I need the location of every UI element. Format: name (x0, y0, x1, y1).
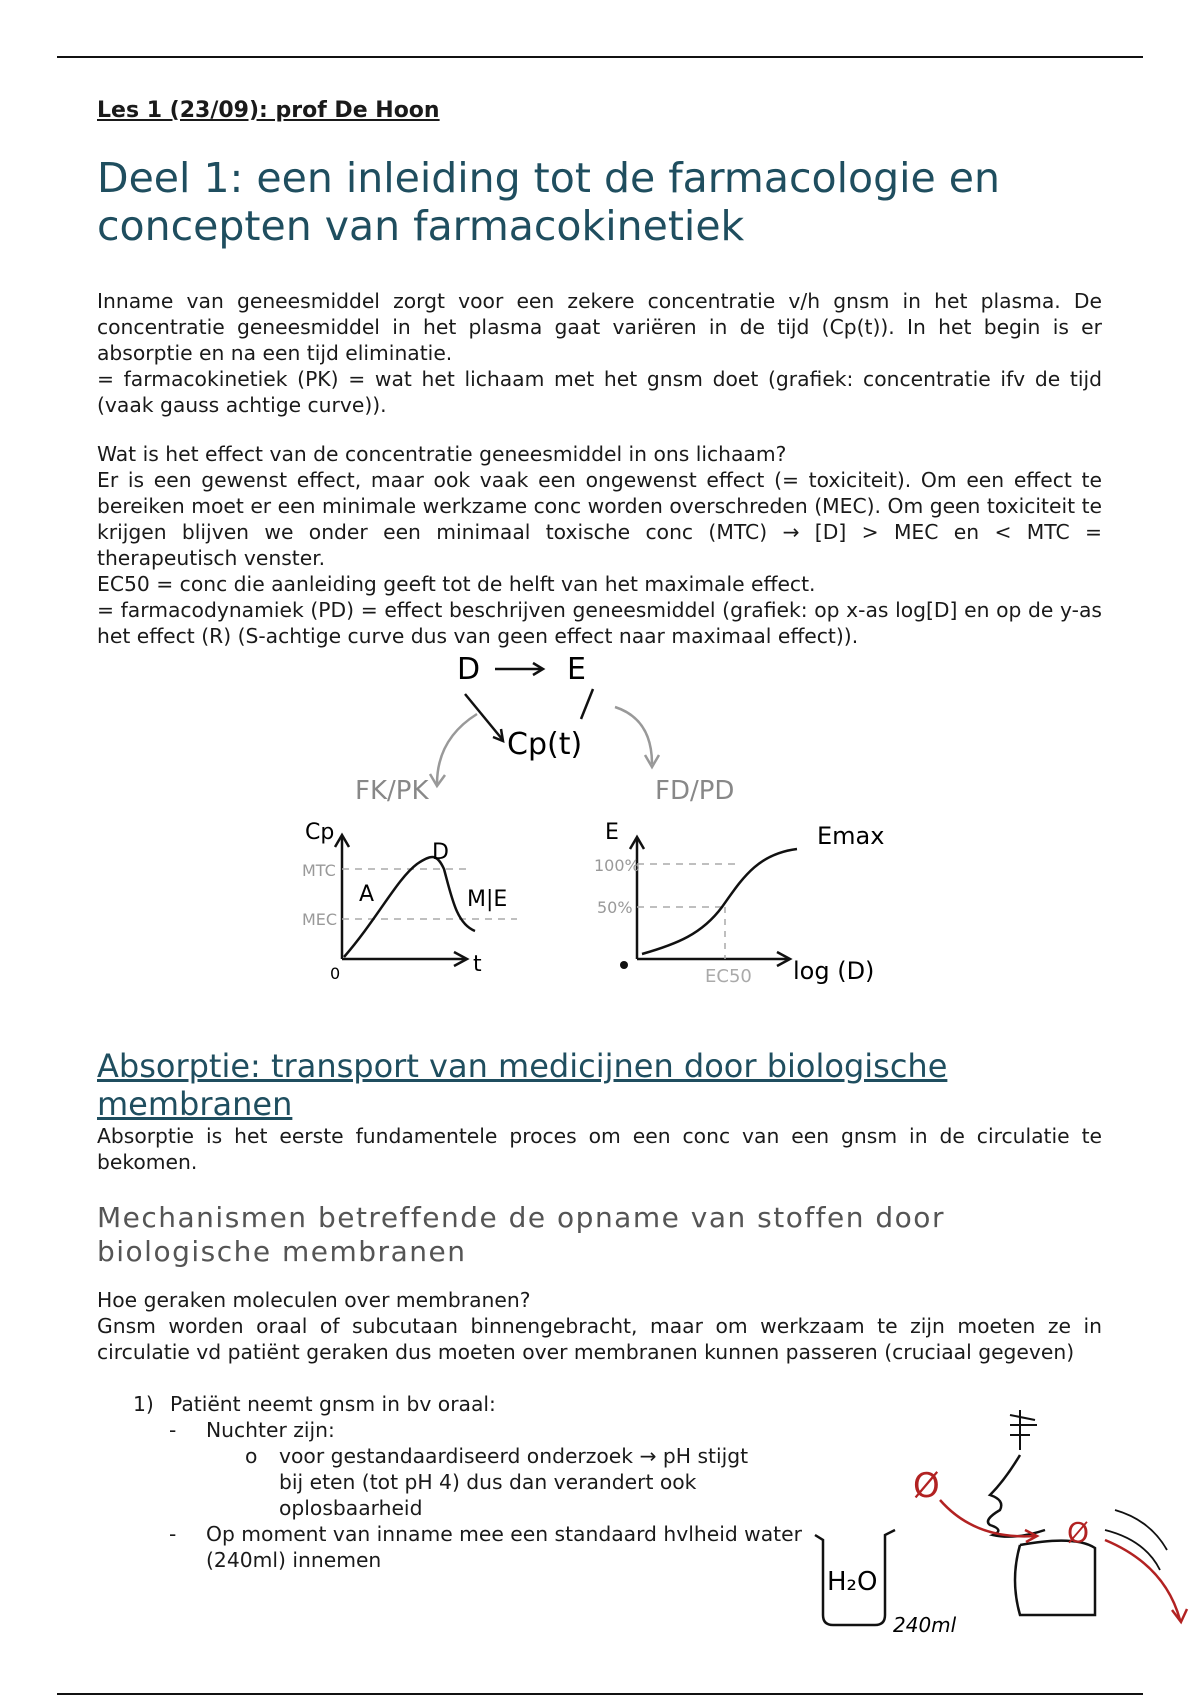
pk-y-label: Cp (305, 820, 335, 845)
red-arrow-intake (940, 1500, 1035, 1536)
pd-50-label: 50% (597, 898, 633, 917)
d-to-cp-arrow (465, 694, 502, 739)
no-symbol-small: Ø (1067, 1516, 1090, 1549)
list-subitem-text: Nuchter zijn: (206, 1418, 335, 1442)
pk-graph (302, 820, 517, 983)
list-subsubitem-text: voor gestandaardiseerd onderzoek → pH stijgt bij eten (tot pH 4) dus dan verandert ook oplosbaarheid (279, 1444, 749, 1520)
pk-x-label: t (473, 952, 482, 977)
no-symbol: Ø (913, 1466, 940, 1506)
list-item-text: Patiënt neemt gnsm in bv oraal: (170, 1392, 496, 1416)
paragraph-therapeutic-window: Er is een gewenst effect, maar ook vaak een ongewenst effect (= toxiciteit). Om een effect te bereiken moet er een minimale werkzame conc worden overschreden (MEC). Om geen toxiciteit te krijgen blijven we onder een minimaal toxische conc (MTC) → [D] > MEC en < MTC = therapeutisch venster. (97, 468, 1102, 570)
pk-d-label: D (432, 840, 449, 865)
bottom-rule (57, 1693, 1143, 1695)
pk-a-label: A (359, 882, 375, 907)
intake-sketch (805, 1400, 1200, 1640)
pk-mec-label: MEC (302, 910, 338, 929)
pk-pd-sketch (97, 649, 1102, 1047)
pd-graph (594, 820, 884, 987)
section-title-absorptie: Absorptie: transport van medicijnen door biologische membranen (97, 1047, 948, 1123)
paragraph-intake: Inname van geneesmiddel zorgt voor een zekere concentratie v/h gnsm in het plasma. De concentratie geneesmiddel in het plasma gaat variëren in de tijd (Cp(t)). In het begin is er absorptie en na een tijd eliminatie. (97, 289, 1102, 365)
fk-pk-label: FK/PK (355, 776, 429, 806)
paragraph-pd-definition: = farmacodynamiek (PD) = effect beschrijven geneesmiddel (grafiek: op x-as log[D] en op de y-as het effect (R) (S-achtige curve dus van geen effect naar maximaal effect)). (97, 598, 1102, 648)
pk-pd-diagram (97, 649, 1102, 1047)
paragraph-question-effect: Wat is het effect van de concentratie geneesmiddel in ons lichaam? (97, 442, 787, 466)
list-dash: - (169, 1522, 177, 1546)
fd-pd-label: FD/PD (655, 776, 735, 806)
paragraph-absorptie: Absorptie is het eerste fundamentele proces om een conc van een gnsm in de circulatie te bekomen. (97, 1124, 1102, 1174)
list-number: 1) (133, 1392, 154, 1416)
pk-origin: 0 (330, 964, 341, 983)
section-title-deel1: Deel 1: een inleiding tot de farmacologie en concepten van farmacokinetiek (97, 154, 1000, 250)
diagram-e-label: E (567, 652, 586, 687)
eye-icon (1010, 1410, 1037, 1450)
document-body (97, 90, 1102, 1573)
pk-mtc-label: MTC (302, 861, 336, 880)
paragraph-ec50: EC50 = conc die aanleiding geeft tot de helft van het maximale effect. (97, 572, 816, 596)
pd-ec50-label: EC50 (705, 966, 752, 987)
diagram-cp-label: Cp(t) (507, 727, 583, 762)
pd-y-label: E (605, 820, 619, 845)
pd-origin-dot (620, 961, 628, 969)
lesson-title: Les 1 (23/09): prof De Hoon (97, 98, 440, 123)
pd-100-label: 100% (594, 856, 640, 875)
stomach-shape (1015, 1541, 1095, 1615)
head-profile (988, 1455, 1045, 1537)
list-subitem-text: Op moment van inname mee een standaard hvlheid water (240ml) innemen (206, 1522, 802, 1572)
red-arrow-out (1105, 1540, 1180, 1620)
beaker-label: H₂O (827, 1567, 878, 1597)
curved-arrow-left (437, 714, 477, 784)
pk-me-label: M|E (467, 887, 508, 912)
intake-diagram (805, 1400, 1200, 1640)
list-bullet: o (245, 1444, 258, 1468)
top-rule (57, 56, 1143, 58)
e-to-cp-arrow (581, 689, 593, 719)
list-subsubitem (97, 1443, 769, 1521)
list-dash: - (169, 1418, 177, 1442)
paragraph-administration: Gnsm worden oraal of subcutaan binnengebracht, maar om werkzaam te zijn moeten ze in circulatie vd patiënt geraken dus moeten over membranen kunnen passeren (cruciaal gegeven) (97, 1314, 1102, 1364)
pd-emax-label: Emax (817, 822, 885, 850)
section-title-mechanismen: Mechanismen betreffende de opname van stoffen door biologische membranen (97, 1201, 945, 1268)
pd-x-label: log (D) (793, 957, 875, 985)
pk-curve (344, 857, 475, 957)
volume-label: 240ml (893, 1613, 957, 1637)
paragraph-question-membranes: Hoe geraken moleculen over membranen? (97, 1288, 531, 1312)
paragraph-pk-definition: = farmacokinetiek (PK) = wat het lichaam met het gnsm doet (grafiek: concentratie ifv de tijd (vaak gauss achtige curve)). (97, 367, 1102, 417)
diagram-d-label: D (457, 652, 481, 687)
